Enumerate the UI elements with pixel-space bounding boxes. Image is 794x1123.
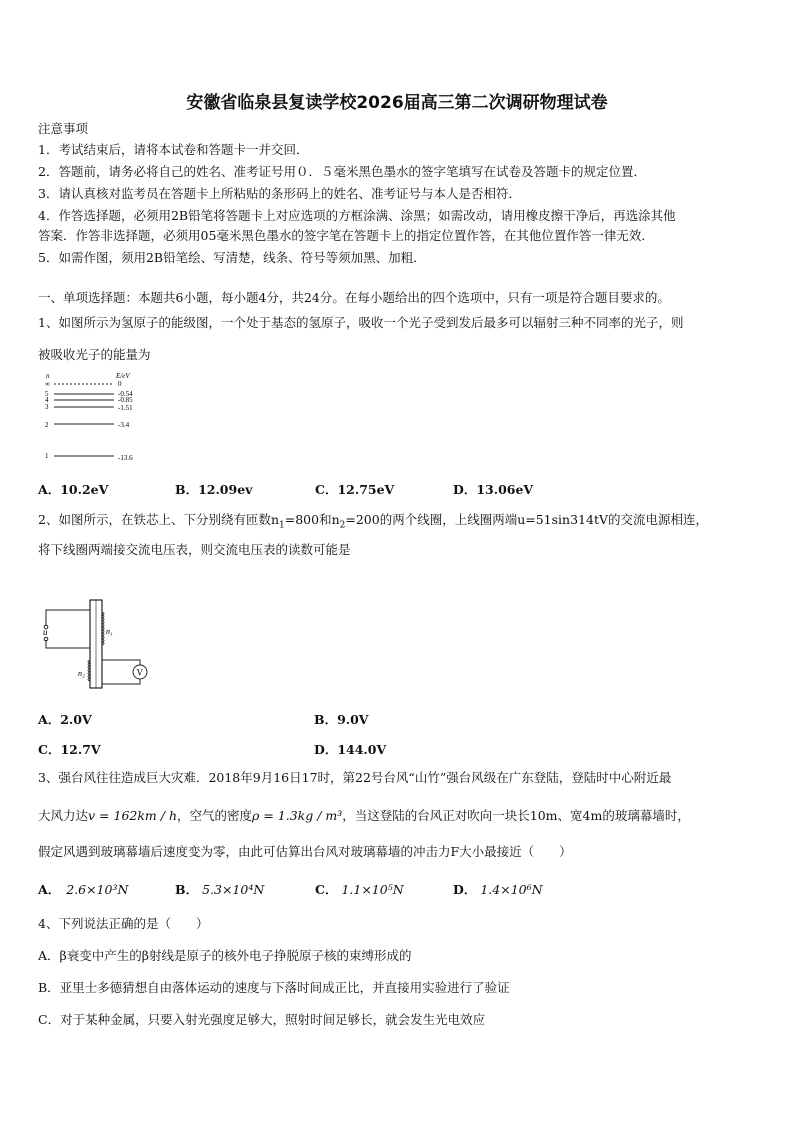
q4-option-b[interactable]: B．亚里士多德猜想自由落体运动的速度与下落时间成正比，并直接用实验进行了验证 xyxy=(38,980,510,995)
svg-text:5: 5 xyxy=(45,390,49,398)
page-title: 安徽省临泉县复读学校2026届高三第二次调研物理试卷 xyxy=(186,93,608,113)
q2-stem-line1: 2、如图所示，在铁芯上、下分别绕有匝数$n_1=800$和$n_2=200$的两个线圈，上线圈两端u=51sin314tV的交流电源相连， xyxy=(38,512,709,531)
notice-item: 5．如需作图，须用2B铅笔绘、写清楚，线条、符号等须加黑、加粗． xyxy=(38,250,426,265)
svg-text:-3.4: -3.4 xyxy=(118,421,130,429)
source-u-label: u xyxy=(43,627,48,637)
notice-item: 3．请认真核对监考员在答题卡上所粘贴的条形码上的姓名、准考证号与本人是否相符． xyxy=(38,186,521,201)
notice-heading: 注意事项 xyxy=(38,121,89,136)
q3-option-c[interactable]: C． 1.1×10⁵N xyxy=(315,882,404,897)
q3-option-b[interactable]: B． 5.3×10⁴N xyxy=(175,882,265,897)
air-density-formula: ρ = 1.3kg / m³ xyxy=(252,808,343,823)
svg-text:-13.6: -13.6 xyxy=(118,454,133,462)
svg-text:4: 4 xyxy=(45,396,49,404)
q3-stem-line1: 3、强台风往往造成巨大灾难．2018年9月16日17时，第22号台风“山竹”强台风级在广东登陆，登陆时中心附近最 xyxy=(38,770,672,785)
level-2 xyxy=(45,421,130,429)
svg-text:3: 3 xyxy=(45,403,49,411)
q1-option-b[interactable]: B．12.09ev xyxy=(175,482,253,497)
axis-e-label: E/eV xyxy=(116,372,130,380)
svg-text:-1.51: -1.51 xyxy=(118,404,133,412)
q2-option-c[interactable]: C．12.7V xyxy=(38,742,101,757)
q4-stem: 4、下列说法正确的是（ ） xyxy=(38,916,209,931)
notice-item: 1．考试结束后，请将本试卷和答题卡一并交回． xyxy=(38,142,309,157)
svg-text:0: 0 xyxy=(118,380,122,388)
q1-stem-line1: 1、如图所示为氢原子的能级图，一个处于基态的氢原子，吸收一个光子受到发后最多可以辐射三种不同率的光子，则 xyxy=(38,315,684,330)
coil-n2-label: n₂ xyxy=(78,669,85,678)
svg-text:V: V xyxy=(136,667,143,678)
level-4 xyxy=(45,396,133,404)
svg-text:2: 2 xyxy=(45,421,49,429)
q2-option-a[interactable]: A．2.0V xyxy=(38,712,92,727)
q2-option-d[interactable]: D．144.0V xyxy=(314,742,387,757)
q3-option-d[interactable]: D． 1.4×10⁶N xyxy=(453,882,543,897)
notice-item: 答案．作答非选择题，必须用05毫米黑色墨水的签字笔在答题卡上的指定位置作答，在其他位置作答一律无效． xyxy=(38,228,654,243)
q1-stem-line2: 被吸收光子的能量为 xyxy=(38,347,151,362)
q3-stem-line3: 假定风遇到玻璃幕墙后速度变为零，由此可估算出台风对玻璃幕墙的冲击力F大小最接近（ ） xyxy=(38,844,572,859)
energy-level-diagram xyxy=(42,370,152,466)
svg-text:-0.54: -0.54 xyxy=(118,390,133,398)
q2-option-b[interactable]: B．9.0V xyxy=(314,712,369,727)
transformer-diagram xyxy=(40,598,160,693)
svg-text:-0.85: -0.85 xyxy=(118,396,133,404)
q3-option-a[interactable]: A． 2.6×10³N xyxy=(38,882,129,897)
level-3 xyxy=(45,403,133,412)
q3-stem-line2: 大风力达v = 162km / h，空气的密度ρ = 1.3kg / m³，当这登陆的台风正对吹向一块长10m、宽4m的玻璃幕墙时， xyxy=(38,808,690,823)
q4-option-a[interactable]: A．β衰变中产生的β射线是原子的核外电子挣脱原子核的束缚形成的 xyxy=(38,948,412,963)
svg-text:∞: ∞ xyxy=(45,380,50,388)
notice-item: 4．作答选择题，必须用2B铅笔将答题卡上对应选项的方框涂满、涂黑；如需改动，请用橡皮擦干净后，再选涂其他 xyxy=(38,208,676,223)
q1-option-d[interactable]: D．13.06eV xyxy=(453,482,534,497)
level-inf xyxy=(45,380,122,388)
section-heading: 一、单项选择题：本题共6小题，每小题4分，共24分。在每小题给出的四个选项中，只有一项是符合题目要求的。 xyxy=(38,290,670,305)
q4-option-c[interactable]: C．对于某种金属，只要入射光强度足够大，照射时间足够长，就会发生光电效应 xyxy=(38,1012,486,1027)
axis-n-label: n xyxy=(46,372,50,380)
level-1 xyxy=(45,452,133,462)
q1-option-c[interactable]: C．12.75eV xyxy=(315,482,395,497)
wind-speed-formula: v = 162km / h xyxy=(88,808,177,823)
svg-text:1: 1 xyxy=(45,452,49,460)
q1-option-a[interactable]: A．10.2eV xyxy=(38,482,109,497)
notice-item: 2．答题前，请务必将自己的姓名、准考证号用０．５毫米黑色墨水的签字笔填写在试卷及答题卡的规定位置． xyxy=(38,164,646,179)
q2-stem-line2: 将下线圈两端接交流电压表，则交流电压表的读数可能是 xyxy=(38,542,351,557)
coil-n1-label: n₁ xyxy=(106,627,113,636)
